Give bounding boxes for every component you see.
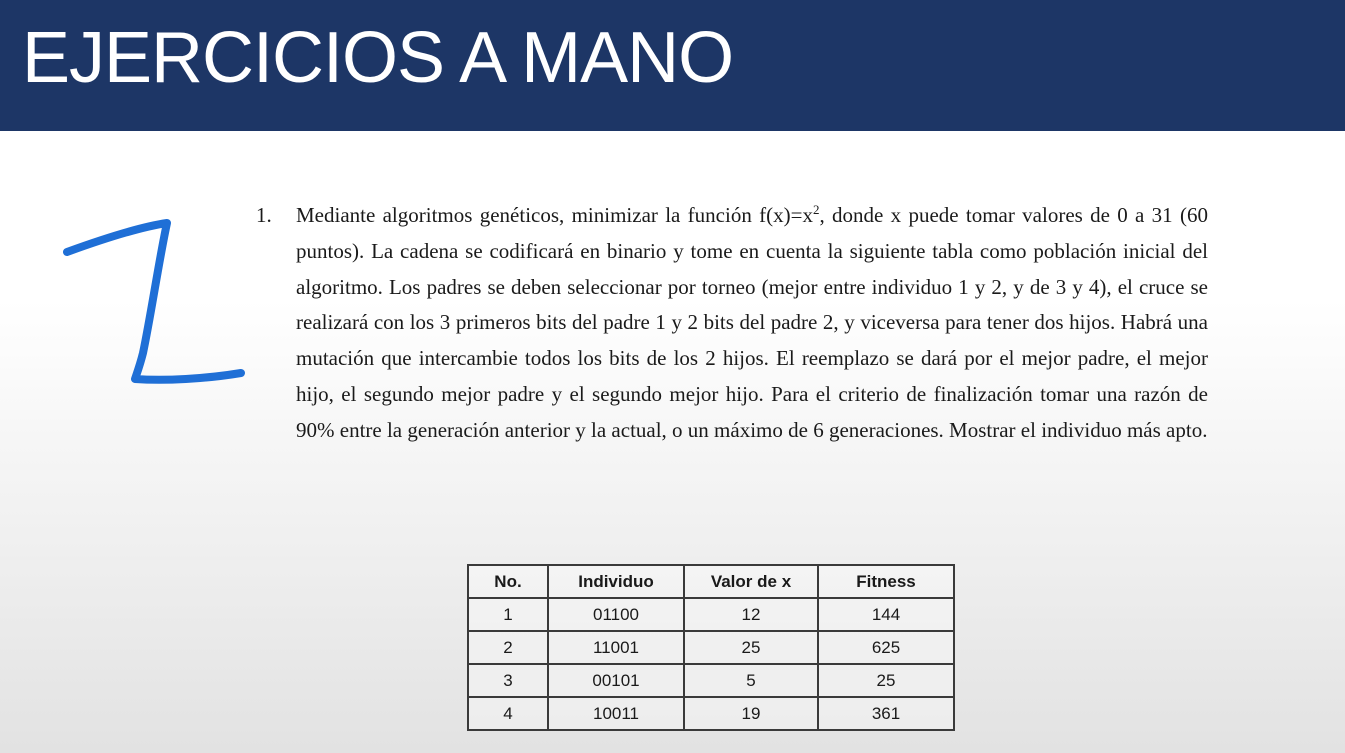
table-row bbox=[468, 664, 954, 697]
cell-valor-de-x: 5 bbox=[684, 664, 818, 697]
cell-valor-de-x: 12 bbox=[684, 598, 818, 631]
table-row bbox=[468, 697, 954, 730]
cell-fitness: 625 bbox=[818, 631, 954, 664]
cell-individuo: 00101 bbox=[548, 664, 684, 697]
column-header-valor-de-x: Valor de x bbox=[684, 565, 818, 598]
exercise-text-part-2: , donde x puede tomar valores de 0 a 31 (60 puntos). La cadena se codificará en binario y tome en cuenta la siguiente tabla como población inicial del algoritmo. Los padres se deben seleccionar por torneo (mejor entre individuo 1 y 2, y de 3 y 4), el cruce se realizará con los 3 primeros bits del padre 1 y 2 bits del padre 2, y viceversa para tener dos hijos. Habrá una mutación que intercambie todos los bits de los 2 hijos. El reemplazo se dará por el mejor padre, el mejor hijo, el segundo mejor padre y el segundo mejor hijo. Para el criterio de finalización tomar una razón de 90% entre la generación anterior y la actual, o un máximo de 6 generaciones. Mostrar el individuo más apto. bbox=[296, 203, 1208, 442]
header-band bbox=[0, 0, 1345, 131]
cell-no: 1 bbox=[468, 598, 548, 631]
exercise-text bbox=[296, 198, 1208, 449]
column-header-no: No. bbox=[468, 565, 548, 598]
cell-fitness: 25 bbox=[818, 664, 954, 697]
initial-population-table bbox=[467, 564, 955, 731]
table-row bbox=[468, 631, 954, 664]
cell-no: 3 bbox=[468, 664, 548, 697]
cell-fitness: 361 bbox=[818, 697, 954, 730]
column-header-individuo: Individuo bbox=[548, 565, 684, 598]
cell-valor-de-x: 25 bbox=[684, 631, 818, 664]
exercise-number: 1. bbox=[256, 203, 272, 227]
cell-individuo: 11001 bbox=[548, 631, 684, 664]
page-title: EJERCICIOS A MANO bbox=[22, 18, 734, 98]
cell-no: 2 bbox=[468, 631, 548, 664]
cell-valor-de-x: 19 bbox=[684, 697, 818, 730]
exponent: 2 bbox=[812, 202, 820, 217]
handwritten-number-1 bbox=[55, 205, 255, 395]
handwritten-stroke bbox=[67, 223, 241, 380]
cell-no: 4 bbox=[468, 697, 548, 730]
cell-individuo: 01100 bbox=[548, 598, 684, 631]
exercise-statement bbox=[256, 198, 1208, 449]
cell-fitness: 144 bbox=[818, 598, 954, 631]
exercise-text-part-1: Mediante algoritmos genéticos, minimizar la función f(x)=x bbox=[296, 203, 813, 227]
cell-individuo: 10011 bbox=[548, 697, 684, 730]
table-header-row bbox=[468, 565, 954, 598]
table-row bbox=[468, 598, 954, 631]
column-header-fitness: Fitness bbox=[818, 565, 954, 598]
